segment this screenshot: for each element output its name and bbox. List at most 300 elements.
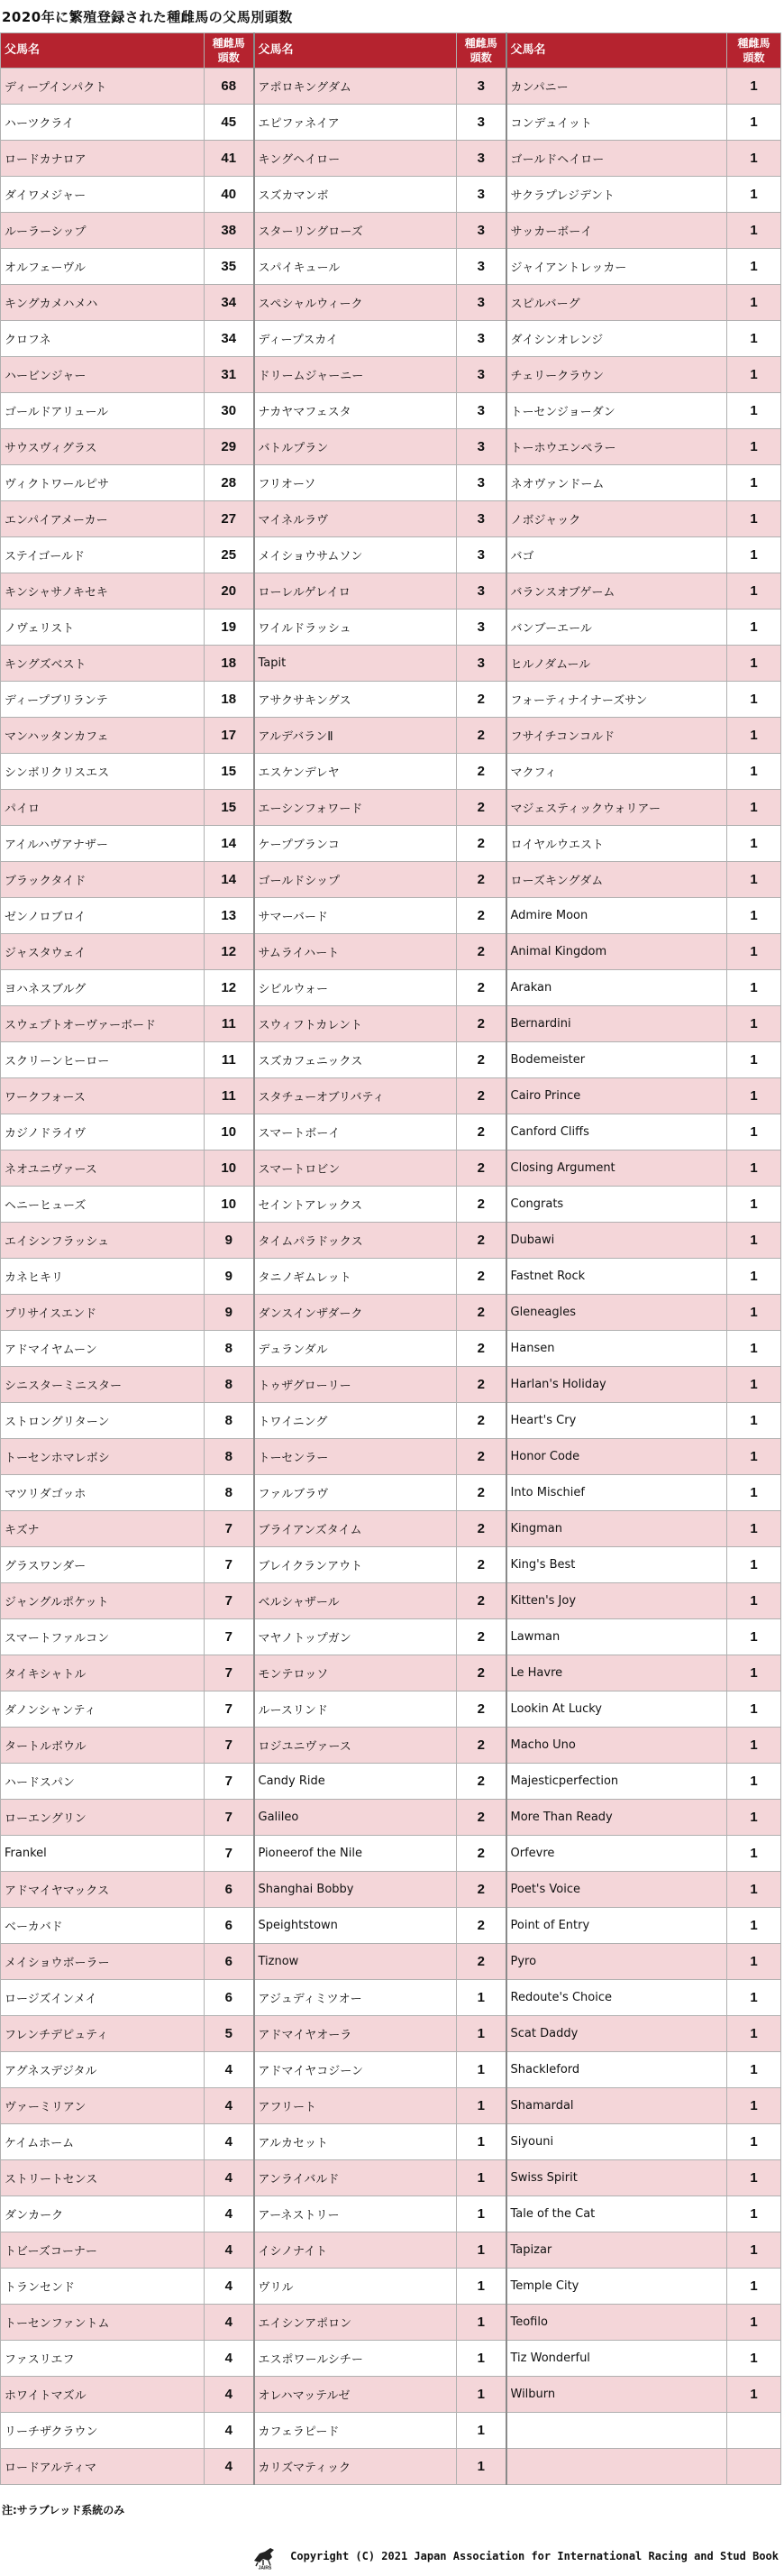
- count-cell: 1: [727, 1223, 781, 1259]
- count-cell: 1: [727, 682, 781, 718]
- count-cell: 4: [205, 2196, 254, 2232]
- sire-name-cell: オレハマッテルゼ: [254, 2377, 457, 2413]
- sire-name-cell: ディープインパクト: [1, 69, 205, 105]
- sire-name-cell: ベーカバド: [1, 1908, 205, 1944]
- sire-name-cell: カジノドライヴ: [1, 1114, 205, 1150]
- sire-name-cell: [506, 2449, 727, 2485]
- count-cell: 3: [457, 321, 506, 357]
- sire-name-cell: Into Mischief: [506, 1475, 727, 1511]
- table-row: [1, 141, 781, 177]
- count-cell: 2: [457, 1114, 506, 1150]
- count-cell: 6: [205, 1944, 254, 1980]
- header-count-line1: 種雌馬: [737, 37, 770, 50]
- count-cell: 1: [727, 1006, 781, 1042]
- sire-name-cell: パイロ: [1, 790, 205, 826]
- count-cell: 7: [205, 1800, 254, 1836]
- table-row: [1, 2377, 781, 2413]
- sire-name-cell: チェリークラウン: [506, 357, 727, 393]
- table-row: [1, 2160, 781, 2196]
- table-row: [1, 1800, 781, 1836]
- sire-name-cell: オルフェーヴル: [1, 249, 205, 285]
- table-row: [1, 393, 781, 429]
- sire-name-cell: キングズベスト: [1, 646, 205, 682]
- header-count-line1: 種雌馬: [464, 37, 497, 50]
- count-cell: 15: [205, 790, 254, 826]
- count-cell: 6: [205, 1872, 254, 1908]
- table-row: [1, 1511, 781, 1547]
- sire-name-cell: トーセンラー: [254, 1439, 457, 1475]
- count-cell: 1: [727, 2088, 781, 2124]
- count-cell: 10: [205, 1114, 254, 1150]
- sire-name-cell: フリオーソ: [254, 465, 457, 501]
- sire-name-cell: アルデバランⅡ: [254, 718, 457, 754]
- sire-name-cell: ハーツクライ: [1, 105, 205, 141]
- count-cell: 1: [727, 177, 781, 213]
- sire-name-cell: Bodemeister: [506, 1042, 727, 1078]
- count-cell: 1: [727, 2052, 781, 2088]
- count-cell: 41: [205, 141, 254, 177]
- sire-name-cell: ブライアンズタイム: [254, 1511, 457, 1547]
- count-cell: 12: [205, 970, 254, 1006]
- sire-name-cell: Heart's Cry: [506, 1403, 727, 1439]
- count-cell: 2: [457, 1150, 506, 1187]
- footnote: 注:サラブレッド系統のみ: [2, 2504, 125, 2516]
- count-cell: 3: [457, 249, 506, 285]
- table-row: [1, 1980, 781, 2016]
- count-cell: 1: [727, 1836, 781, 1872]
- count-cell: 34: [205, 285, 254, 321]
- count-cell: 1: [727, 357, 781, 393]
- sire-name-cell: プリサイスエンド: [1, 1295, 205, 1331]
- sire-name-cell: Animal Kingdom: [506, 934, 727, 970]
- table-row: [1, 1150, 781, 1187]
- sire-name-cell: Kingman: [506, 1511, 727, 1547]
- sire-name-cell: スウィフトカレント: [254, 1006, 457, 1042]
- count-cell: 7: [205, 1655, 254, 1691]
- count-cell: 68: [205, 69, 254, 105]
- count-cell: 3: [457, 105, 506, 141]
- table-row: [1, 2124, 781, 2160]
- sire-name-cell: King's Best: [506, 1547, 727, 1583]
- sire-name-cell: サッカーボーイ: [506, 213, 727, 249]
- table-row: [1, 213, 781, 249]
- sire-name-cell: Siyouni: [506, 2124, 727, 2160]
- sire-name-cell: Scat Daddy: [506, 2016, 727, 2052]
- count-cell: 7: [205, 1619, 254, 1655]
- sire-name-cell: Congrats: [506, 1187, 727, 1223]
- count-cell: 1: [457, 2232, 506, 2269]
- table-row: [1, 321, 781, 357]
- table-row: [1, 862, 781, 898]
- count-cell: 30: [205, 393, 254, 429]
- sire-name-cell: エイシンアポロン: [254, 2305, 457, 2341]
- sire-name-cell: Bernardini: [506, 1006, 727, 1042]
- sire-name-cell: マクフィ: [506, 754, 727, 790]
- count-cell: 15: [205, 754, 254, 790]
- count-cell: 1: [457, 2377, 506, 2413]
- count-cell: 2: [457, 1800, 506, 1836]
- count-cell: 7: [205, 1547, 254, 1583]
- table-row: [1, 790, 781, 826]
- sire-name-cell: アグネスデジタル: [1, 2052, 205, 2088]
- sire-name-cell: ワイルドラッシュ: [254, 610, 457, 646]
- sire-name-cell: Tapizar: [506, 2232, 727, 2269]
- table-row: [1, 1619, 781, 1655]
- count-cell: 1: [457, 2160, 506, 2196]
- sire-name-cell: Harlan's Holiday: [506, 1367, 727, 1403]
- sire-name-cell: Admire Moon: [506, 898, 727, 934]
- sire-name-cell: Galileo: [254, 1800, 457, 1836]
- sire-name-cell: ローレルゲレイロ: [254, 573, 457, 610]
- count-cell: 2: [457, 970, 506, 1006]
- header-sire-3: 父馬名: [506, 33, 727, 69]
- sire-name-cell: カフェラピード: [254, 2413, 457, 2449]
- count-cell: 1: [727, 1295, 781, 1331]
- table-row: [1, 1691, 781, 1728]
- sire-name-cell: ルーラーシップ: [1, 213, 205, 249]
- count-cell: 1: [727, 934, 781, 970]
- sire-name-cell: カリズマティック: [254, 2449, 457, 2485]
- table-row: [1, 970, 781, 1006]
- sire-name-cell: サウスヴィグラス: [1, 429, 205, 465]
- count-cell: 14: [205, 826, 254, 862]
- count-cell: 2: [457, 1547, 506, 1583]
- count-cell: 2: [457, 898, 506, 934]
- sire-name-cell: シビルウォー: [254, 970, 457, 1006]
- sire-name-cell: タイキシャトル: [1, 1655, 205, 1691]
- sire-name-cell: サクラプレジデント: [506, 177, 727, 213]
- count-cell: 1: [727, 1403, 781, 1439]
- count-cell: 1: [727, 2160, 781, 2196]
- sire-name-cell: アジュディミツオー: [254, 1980, 457, 2016]
- count-cell: 1: [727, 1619, 781, 1655]
- sire-name-cell: ベルシャザール: [254, 1583, 457, 1619]
- sire-name-cell: ダンスインザダーク: [254, 1295, 457, 1331]
- sire-name-cell: ハードスパン: [1, 1764, 205, 1800]
- sire-name-cell: ノボジャック: [506, 501, 727, 537]
- sire-name-cell: キングカメハメハ: [1, 285, 205, 321]
- count-cell: 1: [727, 69, 781, 105]
- table-row: [1, 898, 781, 934]
- count-cell: 19: [205, 610, 254, 646]
- sire-name-cell: Frankel: [1, 1836, 205, 1872]
- count-cell: 1: [727, 249, 781, 285]
- count-cell: 9: [205, 1295, 254, 1331]
- sire-name-cell: スマートロビン: [254, 1150, 457, 1187]
- table-row: [1, 1078, 781, 1114]
- sire-name-cell: アンライバルド: [254, 2160, 457, 2196]
- sire-name-cell: ロードカナロア: [1, 141, 205, 177]
- table-body: [1, 69, 781, 2485]
- count-cell: 17: [205, 718, 254, 754]
- table-row: [1, 934, 781, 970]
- sire-name-cell: Redoute's Choice: [506, 1980, 727, 2016]
- count-cell: 1: [727, 1583, 781, 1619]
- count-cell: 4: [205, 2232, 254, 2269]
- count-cell: 2: [457, 1691, 506, 1728]
- table-row: [1, 1836, 781, 1872]
- sire-name-cell: バンブーエール: [506, 610, 727, 646]
- sire-name-cell: ゼンノロブロイ: [1, 898, 205, 934]
- count-cell: 1: [727, 970, 781, 1006]
- count-cell: 1: [457, 2196, 506, 2232]
- sire-name-cell: アルカセット: [254, 2124, 457, 2160]
- count-cell: 1: [457, 2088, 506, 2124]
- table-row: [1, 2449, 781, 2485]
- count-cell: 25: [205, 537, 254, 573]
- count-cell: 10: [205, 1150, 254, 1187]
- count-cell: 2: [457, 1836, 506, 1872]
- count-cell: 2: [457, 1223, 506, 1259]
- count-cell: 8: [205, 1367, 254, 1403]
- count-cell: 1: [727, 898, 781, 934]
- count-cell: 2: [457, 934, 506, 970]
- sire-name-cell: バゴ: [506, 537, 727, 573]
- count-cell: 3: [457, 465, 506, 501]
- count-cell: 40: [205, 177, 254, 213]
- header-count-line1: 種雌馬: [212, 37, 245, 50]
- sire-name-cell: Majesticperfection: [506, 1764, 727, 1800]
- table-row: [1, 718, 781, 754]
- sire-name-cell: Lookin At Lucky: [506, 1691, 727, 1728]
- count-cell: 1: [727, 1475, 781, 1511]
- table-row: [1, 69, 781, 105]
- count-cell: 1: [727, 1042, 781, 1078]
- sire-name-cell: ケイムホーム: [1, 2124, 205, 2160]
- table-row: [1, 1655, 781, 1691]
- count-cell: 1: [457, 2449, 506, 2485]
- table-row: [1, 1475, 781, 1511]
- sire-name-cell: ジャイアントレッカー: [506, 249, 727, 285]
- sire-name-cell: Kitten's Joy: [506, 1583, 727, 1619]
- sire-name-cell: Dubawi: [506, 1223, 727, 1259]
- sire-name-cell: Speightstown: [254, 1908, 457, 1944]
- sire-name-cell: ジャングルポケット: [1, 1583, 205, 1619]
- count-cell: 4: [205, 2449, 254, 2485]
- count-cell: 7: [205, 1511, 254, 1547]
- sire-name-cell: ネオユニヴァース: [1, 1150, 205, 1187]
- sire-name-cell: Swiss Spirit: [506, 2160, 727, 2196]
- sire-name-cell: ヴァーミリアン: [1, 2088, 205, 2124]
- sire-name-cell: トーホウエンペラー: [506, 429, 727, 465]
- sire-name-cell: Honor Code: [506, 1439, 727, 1475]
- count-cell: 4: [205, 2305, 254, 2341]
- sire-name-cell: カネヒキリ: [1, 1259, 205, 1295]
- sire-name-cell: ダイシンオレンジ: [506, 321, 727, 357]
- sire-name-cell: ダノンシャンティ: [1, 1691, 205, 1728]
- count-cell: 18: [205, 682, 254, 718]
- sire-name-cell: Closing Argument: [506, 1150, 727, 1187]
- count-cell: 7: [205, 1728, 254, 1764]
- count-cell: 45: [205, 105, 254, 141]
- table-row: [1, 2232, 781, 2269]
- sire-name-cell: マツリダゴッホ: [1, 1475, 205, 1511]
- sire-name-cell: サムライハート: [254, 934, 457, 970]
- count-cell: 1: [727, 1800, 781, 1836]
- table-row: [1, 826, 781, 862]
- sire-name-cell: タイムパラドックス: [254, 1223, 457, 1259]
- count-cell: 2: [457, 1908, 506, 1944]
- count-cell: 1: [727, 2377, 781, 2413]
- count-cell: 4: [205, 2052, 254, 2088]
- sire-name-cell: ブラックタイド: [1, 862, 205, 898]
- count-cell: 27: [205, 501, 254, 537]
- sire-name-cell: ゴールドヘイロー: [506, 141, 727, 177]
- sire-name-cell: トゥザグローリー: [254, 1367, 457, 1403]
- sire-name-cell: トーセンファントム: [1, 2305, 205, 2341]
- table-row: [1, 2341, 781, 2377]
- count-cell: 1: [727, 2196, 781, 2232]
- count-cell: 2: [457, 1764, 506, 1800]
- table-row: [1, 1944, 781, 1980]
- count-cell: 3: [457, 573, 506, 610]
- sire-name-cell: Temple City: [506, 2269, 727, 2305]
- sire-name-cell: タニノギムレット: [254, 1259, 457, 1295]
- sire-name-cell: バランスオブゲーム: [506, 573, 727, 610]
- table-row: [1, 285, 781, 321]
- count-cell: 8: [205, 1331, 254, 1367]
- sire-name-cell: エンパイアメーカー: [1, 501, 205, 537]
- count-cell: 1: [727, 1728, 781, 1764]
- count-cell: 2: [457, 1655, 506, 1691]
- sire-name-cell: カンパニー: [506, 69, 727, 105]
- count-cell: 1: [727, 754, 781, 790]
- sire-name-cell: Pioneerof the Nile: [254, 1836, 457, 1872]
- sire-name-cell: Shanghai Bobby: [254, 1872, 457, 1908]
- count-cell: 2: [457, 1403, 506, 1439]
- count-cell: 1: [727, 213, 781, 249]
- count-cell: 1: [727, 1691, 781, 1728]
- footer: [249, 2543, 779, 2570]
- count-cell: 1: [727, 141, 781, 177]
- count-cell: 2: [457, 1295, 506, 1331]
- count-cell: 3: [457, 177, 506, 213]
- count-cell: 1: [727, 790, 781, 826]
- table-row: [1, 1114, 781, 1150]
- sire-name-cell: メイショウボーラー: [1, 1944, 205, 1980]
- count-cell: 3: [457, 610, 506, 646]
- sire-name-cell: キズナ: [1, 1511, 205, 1547]
- sire-name-cell: マジェスティックウォリアー: [506, 790, 727, 826]
- count-cell: [727, 2413, 781, 2449]
- sire-name-cell: ロードアルティマ: [1, 2449, 205, 2485]
- sire-name-cell: フォーティナイナーズサン: [506, 682, 727, 718]
- count-cell: 2: [457, 790, 506, 826]
- count-cell: 2: [457, 1259, 506, 1295]
- sire-name-cell: ヘニーヒューズ: [1, 1187, 205, 1223]
- sire-name-cell: ファルブラヴ: [254, 1475, 457, 1511]
- count-cell: 1: [457, 2052, 506, 2088]
- header-sire-2: 父馬名: [254, 33, 457, 69]
- count-cell: 1: [727, 1655, 781, 1691]
- count-cell: 1: [727, 501, 781, 537]
- count-cell: 4: [205, 2341, 254, 2377]
- count-cell: 29: [205, 429, 254, 465]
- count-cell: 4: [205, 2160, 254, 2196]
- count-cell: 1: [727, 429, 781, 465]
- sire-name-cell: イシノナイト: [254, 2232, 457, 2269]
- count-cell: 2: [457, 754, 506, 790]
- sire-name-cell: ディープブリランテ: [1, 682, 205, 718]
- sire-name-cell: マンハッタンカフェ: [1, 718, 205, 754]
- count-cell: 1: [727, 1078, 781, 1114]
- count-cell: 1: [457, 2124, 506, 2160]
- count-cell: 1: [727, 105, 781, 141]
- table-row: [1, 682, 781, 718]
- count-cell: 1: [727, 393, 781, 429]
- sire-name-cell: More Than Ready: [506, 1800, 727, 1836]
- count-cell: 11: [205, 1078, 254, 1114]
- header-count-line2: 頭数: [469, 51, 492, 64]
- sire-name-cell: アドマイヤムーン: [1, 1331, 205, 1367]
- sire-name-cell: エイシンフラッシュ: [1, 1223, 205, 1259]
- count-cell: 7: [205, 1836, 254, 1872]
- count-cell: 10: [205, 1187, 254, 1223]
- sire-name-cell: ディープスカイ: [254, 321, 457, 357]
- count-cell: 1: [727, 285, 781, 321]
- sire-name-cell: フレンチデピュティ: [1, 2016, 205, 2052]
- count-cell: 2: [457, 1078, 506, 1114]
- table-row: [1, 2016, 781, 2052]
- sire-name-cell: Wilburn: [506, 2377, 727, 2413]
- count-cell: 8: [205, 1403, 254, 1439]
- svg-text:JAIRS: JAIRS: [258, 2565, 272, 2570]
- count-cell: 3: [457, 501, 506, 537]
- count-cell: 4: [205, 2269, 254, 2305]
- count-cell: 3: [457, 537, 506, 573]
- table-row: [1, 249, 781, 285]
- count-cell: 1: [727, 1980, 781, 2016]
- table-row: [1, 1187, 781, 1223]
- count-cell: 1: [727, 321, 781, 357]
- count-cell: 2: [457, 1511, 506, 1547]
- count-cell: 2: [457, 718, 506, 754]
- count-cell: 2: [457, 682, 506, 718]
- sire-name-cell: アドマイヤマックス: [1, 1872, 205, 1908]
- table-row: [1, 501, 781, 537]
- count-cell: 34: [205, 321, 254, 357]
- sire-name-cell: シンボリクリスエス: [1, 754, 205, 790]
- table-row: [1, 1908, 781, 1944]
- count-cell: 4: [205, 2413, 254, 2449]
- sire-name-cell: エーシンフォワード: [254, 790, 457, 826]
- sire-name-cell: Tiznow: [254, 1944, 457, 1980]
- table-row: [1, 1042, 781, 1078]
- header-count-3: [727, 33, 781, 69]
- sire-name-cell: ヨハネスブルグ: [1, 970, 205, 1006]
- sire-name-cell: デュランダル: [254, 1331, 457, 1367]
- count-cell: 1: [727, 2124, 781, 2160]
- count-cell: 9: [205, 1259, 254, 1295]
- sire-name-cell: Le Havre: [506, 1655, 727, 1691]
- sire-name-cell: スタチューオブリバティ: [254, 1078, 457, 1114]
- sire-name-cell: ブレイクランアウト: [254, 1547, 457, 1583]
- header-count-1: [205, 33, 254, 69]
- sire-name-cell: ダンカーク: [1, 2196, 205, 2232]
- sire-name-cell: ヴリル: [254, 2269, 457, 2305]
- count-cell: 5: [205, 2016, 254, 2052]
- count-cell: 31: [205, 357, 254, 393]
- count-cell: 4: [205, 2124, 254, 2160]
- sire-name-cell: エスケンデレヤ: [254, 754, 457, 790]
- sire-name-cell: ロジユニヴァース: [254, 1728, 457, 1764]
- count-cell: 1: [727, 2305, 781, 2341]
- count-cell: 1: [727, 1114, 781, 1150]
- table-row: [1, 646, 781, 682]
- sire-name-cell: ダイワメジャー: [1, 177, 205, 213]
- page-title: 2020年に繁殖登録された種雌馬の父馬別頭数: [2, 9, 293, 25]
- sire-name-cell: Lawman: [506, 1619, 727, 1655]
